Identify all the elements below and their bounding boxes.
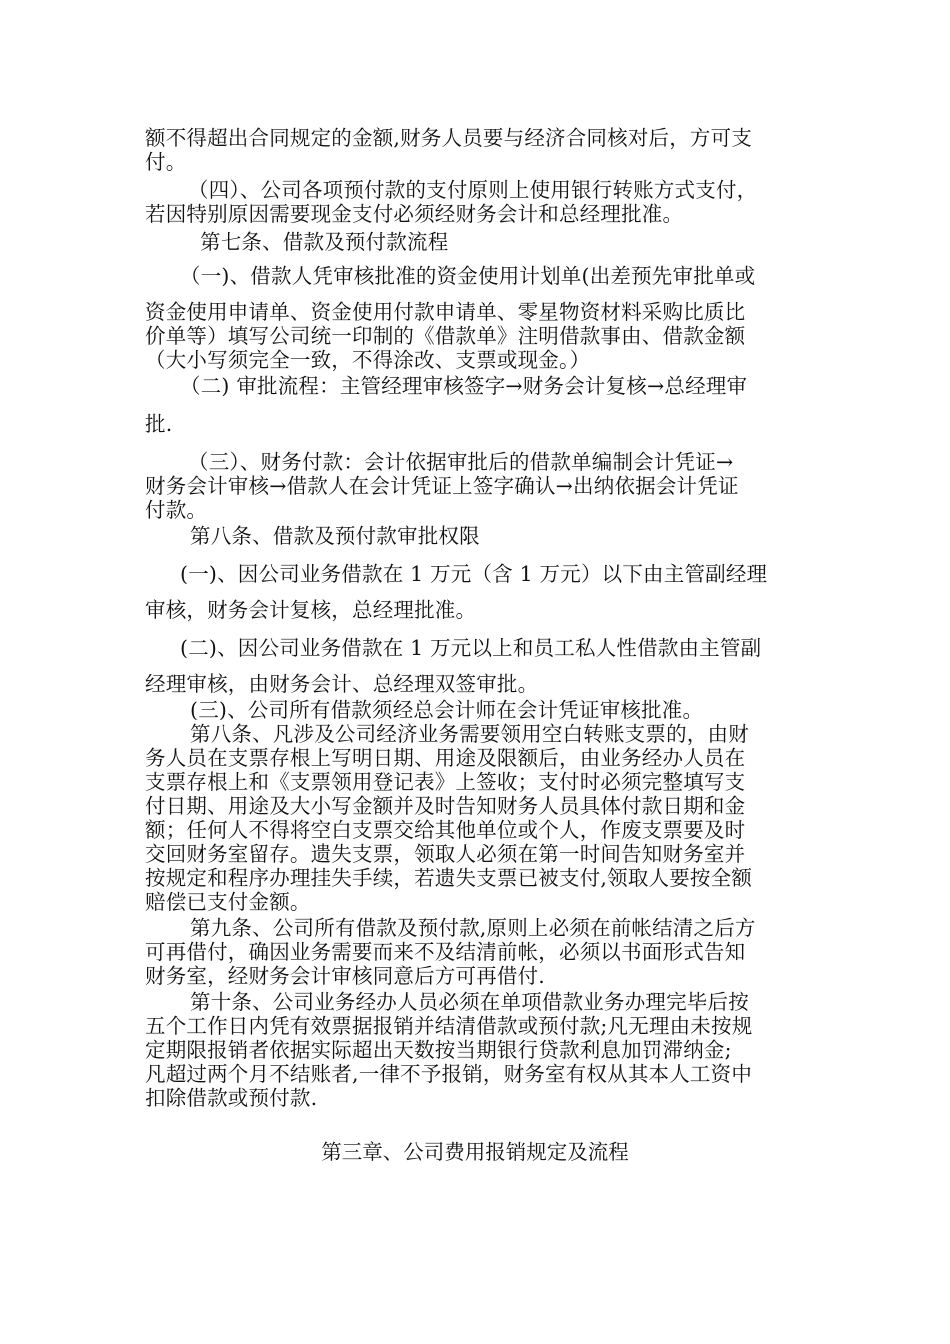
text-line: 批.	[145, 412, 173, 436]
text-line: （三）、财务付款：会计依据审批后的借款单编制会计凭证→	[188, 450, 734, 474]
text-line: 付日期、用途及大小写金额并及时告知财务人员具体付款日期和金	[145, 794, 746, 818]
chapter-heading: 第三章、公司费用报销规定及流程	[321, 1140, 629, 1164]
text-line: 资金使用申请单、资金使用付款申请单、零星物资材料采购比质比	[145, 300, 746, 324]
text-line: (三)、公司所有借款须经总会计师在会计凭证审核批准。	[190, 698, 704, 722]
text-line: 支票存根上和《支票领用登记表》上签收；支付时必须完整填写支	[145, 770, 746, 794]
text-line: 交回财务室留存。遗失支票，领取人必须在第一时间告知财务室并	[145, 842, 746, 866]
text-line: （四）、公司各项预付款的支付原则上使用银行转账方式支付，	[188, 178, 758, 202]
text-line: 经理审核，由财务会计、总经理双签审批。	[145, 672, 539, 696]
text-line: 审核，财务会计复核，总经理批准。	[145, 598, 477, 622]
text-line: 按规定和程序办理挂失手续，若遗失支票已被支付,领取人要按全额	[145, 866, 753, 890]
text-line: 务人员在支票存根上写明日期、用途及限额后，由业务经办人员在	[145, 746, 746, 770]
text-line: 赔偿已支付金额。	[145, 890, 311, 914]
text-line: 可再借付，确因业务需要而来不及结清前帐，必须以书面形式告知	[145, 940, 746, 964]
text-line: 第八条、凡涉及公司经济业务需要领用空白转账支票的，由财	[190, 722, 749, 746]
section-heading: 第八条、借款及预付款审批权限	[190, 524, 480, 548]
text-line: 价单等）填写公司统一印制的《借款单》注明借款事由、借款金额	[145, 324, 746, 348]
text-line: （二) 审批流程：主管经理审核签字→财务会计复核→总经理审	[180, 374, 748, 398]
text-line: 五个工作日内凭有效票据报销并结清借款或预付款;凡无理由未按规	[145, 1014, 753, 1038]
text-line: （大小写须完全一致，不得涂改、支票或现金。）	[145, 348, 591, 372]
text-line: 财务室，经财务会计审核同意后方可再借付.	[145, 964, 546, 988]
text-line: 付款。	[145, 498, 208, 522]
text-line: (一)、因公司业务借款在 1 万元（含 1 万元）以下由主管副经理	[180, 562, 768, 586]
text-line: 额；任何人不得将空白支票交给其他单位或个人，作废支票要及时	[145, 818, 746, 842]
text-line: （一)、借款人凭审核批准的资金使用计划单(出差预先审批单或	[180, 264, 756, 288]
text-line: (二)、因公司业务借款在 1 万元以上和员工私人性借款由主管副	[180, 636, 762, 660]
text-line: 定期限报销者依据实际超出天数按当期银行贷款利息加罚滞纳金;	[145, 1038, 732, 1062]
text-line: 若因特别原因需要现金支付必须经财务会计和总经理批准。	[145, 202, 684, 226]
section-heading: 第七条、借款及预付款流程	[200, 230, 449, 254]
text-line: 付。	[145, 150, 187, 174]
text-line: 凡超过两个月不结账者,一律不予报销，财务室有权从其本人工资中	[145, 1062, 753, 1086]
text-line: 额不得超出合同规定的金额,财务人员要与经济合同核对后，方可支	[145, 126, 753, 150]
text-line: 财务会计审核→借款人在会计凭证上签字确认→出纳依据会计凭证	[145, 474, 739, 498]
text-line: 第十条、公司业务经办人员必须在单项借款业务办理完毕后按	[190, 990, 749, 1014]
text-line: 扣除借款或预付款.	[145, 1086, 318, 1110]
text-line: 第九条、公司所有借款及预付款,原则上必须在前帐结清之后方	[190, 916, 756, 940]
